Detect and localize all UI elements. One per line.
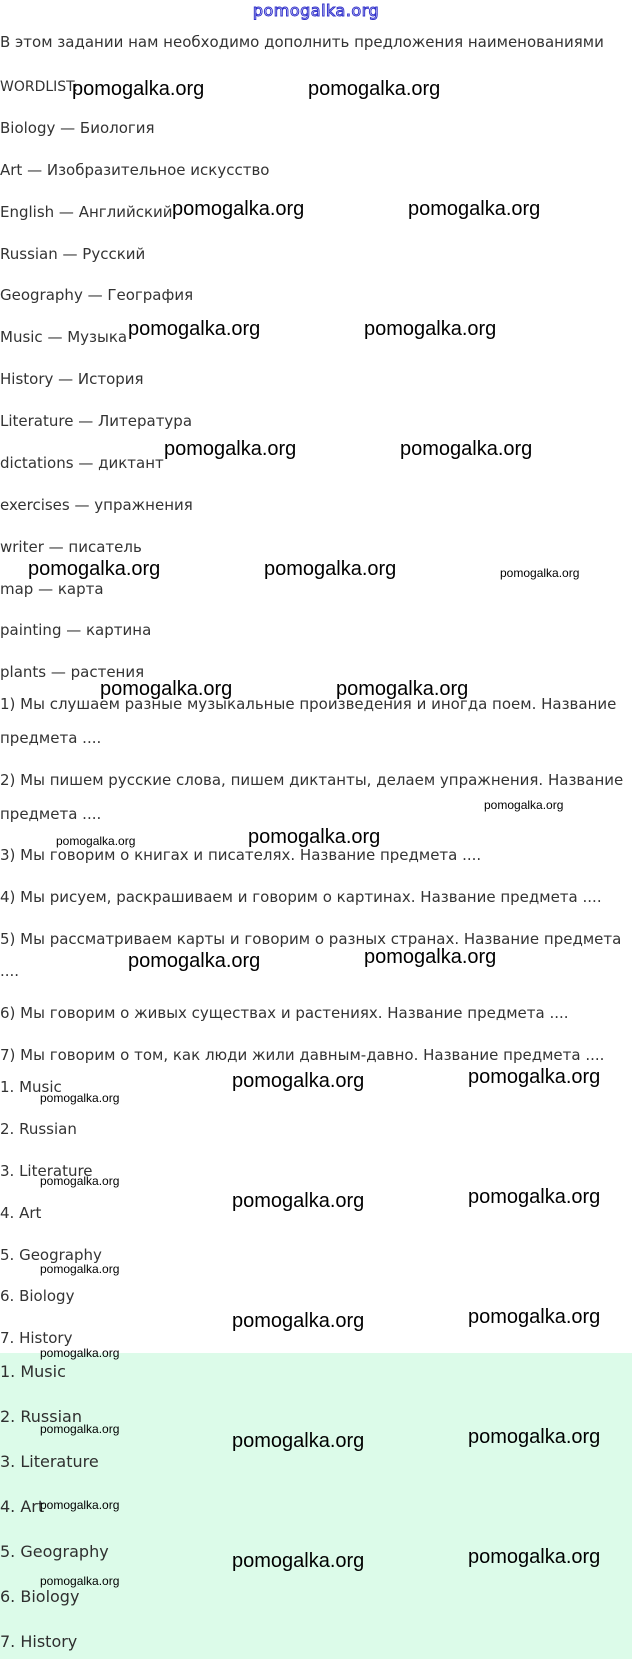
watermark: pomogalka.org (364, 318, 497, 340)
watermark: pomogalka.org (408, 198, 541, 220)
watermark: pomogalka.org (40, 1262, 120, 1276)
wordlist-item: Music — Музыка (0, 328, 128, 346)
question-line: 5) Мы рассматриваем карты и говорим о разных странах. Название предмета (0, 930, 622, 948)
watermark: pomogalka.org (40, 1174, 120, 1188)
question-line: 1) Мы слушаем разные музыкальные произведения и иногда поем. Название (0, 695, 617, 713)
watermark: pomogalka.org (308, 78, 441, 100)
final-answer-item: 1. Music (0, 1362, 66, 1381)
watermark: pomogalka.org (72, 78, 205, 100)
watermark: pomogalka.org (40, 1422, 120, 1436)
watermark: pomogalka.org (264, 558, 397, 580)
watermark: pomogalka.org (468, 1066, 601, 1088)
answer-item: 2. Russian (0, 1120, 77, 1138)
final-answer-item: 3. Literature (0, 1452, 99, 1471)
question-line: 2) Мы пишем русские слова, пишем диктанты, делаем упражнения. Название (0, 771, 624, 789)
answer-item: 5. Geography (0, 1246, 102, 1264)
wordlist-item: dictations — диктант (0, 454, 164, 472)
watermark: pomogalka.org (100, 678, 233, 700)
answer-item: 7. History (0, 1329, 73, 1347)
watermark: pomogalka.org (232, 1190, 365, 1212)
watermark: pomogalka.org (468, 1546, 601, 1568)
watermark: pomogalka.org (484, 798, 564, 812)
watermark: pomogalka.org (468, 1186, 601, 1208)
wordlist-item: exercises — упражнения (0, 496, 193, 514)
wordlist-item: Russian — Русский (0, 245, 146, 263)
final-answer-item: 4. Art (0, 1497, 45, 1516)
answer-item: 1. Music (0, 1078, 62, 1096)
question-line: 4) Мы рисуем, раскрашиваем и говорим о картинах. Название предмета .... (0, 888, 602, 906)
watermark: pomogalka.org (56, 834, 136, 848)
final-answer-item: 7. History (0, 1632, 78, 1651)
final-answer-item: 2. Russian (0, 1407, 82, 1426)
wordlist-item: Geography — География (0, 286, 194, 304)
wordlist-item: painting — картина (0, 621, 152, 639)
wordlist-item: map — карта (0, 580, 104, 598)
intro-text: В этом задании нам необходимо дополнить предложения наименованиями (0, 33, 604, 51)
watermark: pomogalka.org (128, 950, 261, 972)
question-line: 3) Мы говорим о книгах и писателях. Название предмета .... (0, 846, 482, 864)
watermark: pomogalka.org (164, 438, 297, 460)
wordlist-item: Biology — Биология (0, 119, 155, 137)
question-line: .... (0, 962, 20, 980)
wordlist-item: History — История (0, 370, 144, 388)
wordlist-item: writer — писатель (0, 538, 142, 556)
watermark: pomogalka.org (128, 318, 261, 340)
watermark: pomogalka.org (40, 1574, 120, 1588)
question-line: 6) Мы говорим о живых существах и растениях. Название предмета .... (0, 1004, 569, 1022)
watermark: pomogalka.org (232, 1070, 365, 1092)
watermark: pomogalka.org (336, 678, 469, 700)
wordlist-item: Art — Изобразительное искусство (0, 161, 270, 179)
watermark: pomogalka.org (232, 1310, 365, 1332)
watermark: pomogalka.org (468, 1426, 601, 1448)
question-line: предмета .... (0, 805, 102, 823)
final-answer-item: 5. Geography (0, 1542, 109, 1561)
wordlist-item: Literature — Литература (0, 412, 193, 430)
question-line: 7) Мы говорим о том, как люди жили давным-давно. Название предмета .... (0, 1046, 605, 1064)
watermark: pomogalka.org (28, 558, 161, 580)
question-line: предмета .... (0, 729, 102, 747)
answer-item: 3. Literature (0, 1162, 93, 1180)
wordlist-item: English — Английский (0, 203, 173, 221)
watermark: pomogalka.org (40, 1498, 120, 1512)
watermark: pomogalka.org (40, 1091, 120, 1105)
watermark: pomogalka.org (232, 1430, 365, 1452)
final-answer-item: 6. Biology (0, 1587, 80, 1606)
watermark: pomogalka.org (248, 826, 381, 848)
answer-item: 6. Biology (0, 1287, 75, 1305)
watermark: pomogalka.org (40, 1346, 120, 1360)
watermark: pomogalka.org (232, 1550, 365, 1572)
watermark: pomogalka.org (400, 438, 533, 460)
site-logo: pomogalka.org (252, 1, 380, 20)
answer-item: 4. Art (0, 1204, 42, 1222)
wordlist-label: WORDLIST: (0, 79, 78, 95)
watermark: pomogalka.org (468, 1306, 601, 1328)
watermark: pomogalka.org (172, 198, 305, 220)
watermark: pomogalka.org (500, 566, 580, 580)
watermark: pomogalka.org (364, 946, 497, 968)
wordlist-item: plants — растения (0, 663, 145, 681)
